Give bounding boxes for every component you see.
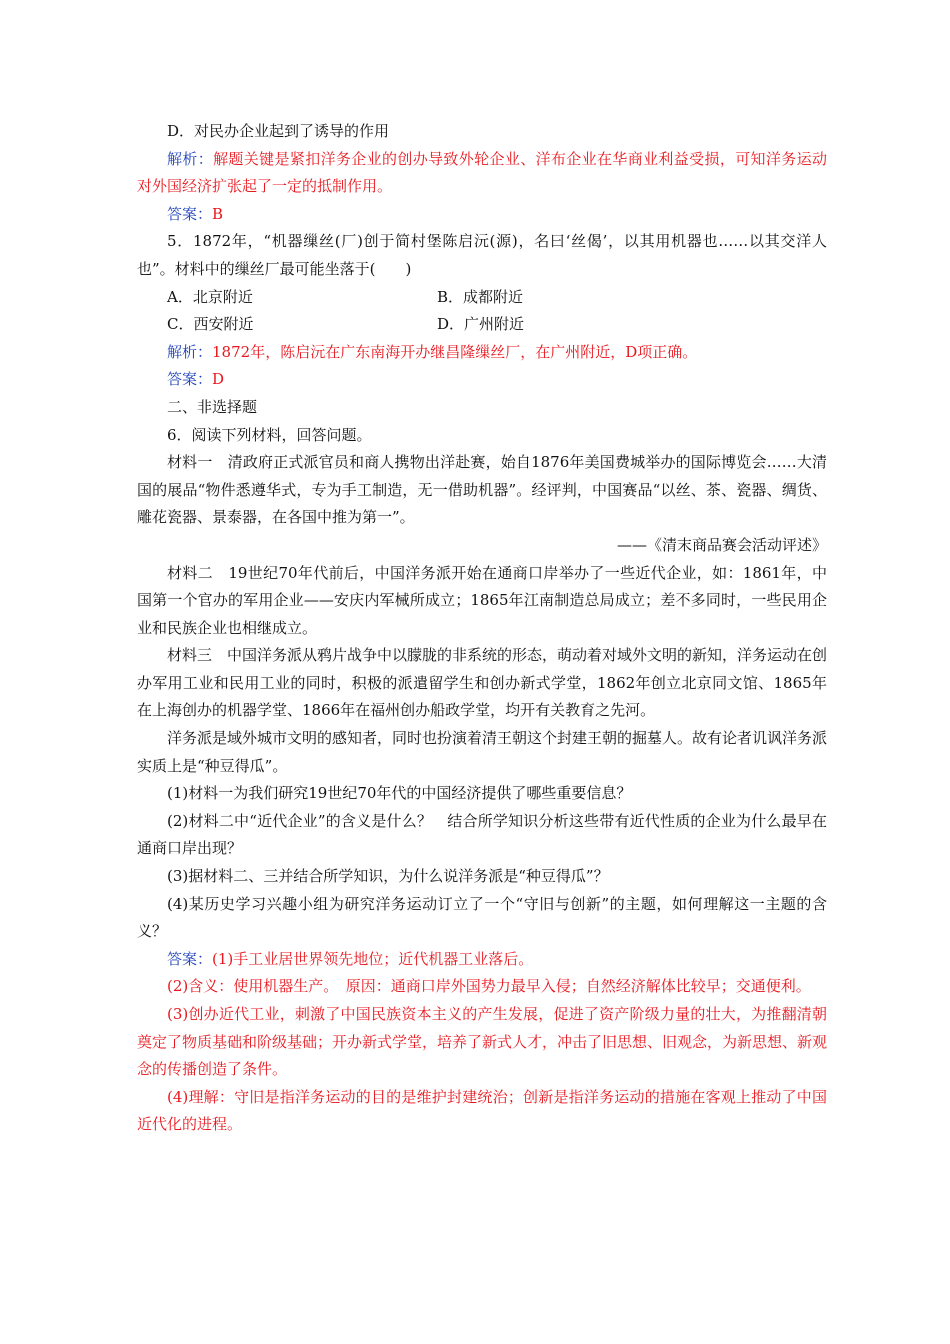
analysis-label: 解析： <box>167 342 213 361</box>
document-page <box>137 118 827 1139</box>
q6-sub-question-3: (3)据材料二、三并结合所学知识，为什么说洋务派是“种豆得瓜”？ <box>167 867 609 886</box>
q5-stem: 5．1872年，“机器缫丝(厂)创于简村堡陈启沅(源)，名曰‘丝偈’，以其用机器也……以其交洋人也”。材料中的缫丝厂最可能坐落于( ) <box>137 232 827 278</box>
q5-options-row-1 <box>137 284 827 312</box>
q6-answer-2: (2)含义：使用机器生产。 原因：通商口岸外国势力最早入侵；自然经济解体比较早；交通便利。 <box>167 977 811 996</box>
q5-options-row-2 <box>137 311 827 339</box>
q6-material-1: 材料一 清政府正式派官员和商人携物出洋赴赛，始自1876年美国费城举办的国际博览会……大清国的展品“物件悉遵华式，专为手工制造，无一借助机器”。经评判，中国赛品“以丝、茶、瓷器、绸货、雕花瓷器、景泰器，在各国中推为第一”。 <box>137 453 827 527</box>
section-title: 二、非选择题 <box>167 397 258 416</box>
q6-sub-question-2: (2)材料二中“近代企业”的含义是什么？ 结合所学知识分析这些带有近代性质的企业为什么最早在通商口岸出现？ <box>137 811 827 858</box>
q6-sub-question-1: (1)材料一为我们研究19世纪70年代的中国经济提供了哪些重要信息？ <box>167 784 632 803</box>
q4-option-d: D．对民办企业起到了诱导的作用 <box>167 122 390 140</box>
answer-text: B <box>212 204 224 223</box>
q4-analysis <box>137 146 827 201</box>
q5-option-c: C．西安附近 <box>167 315 254 334</box>
analysis-label: 解析： <box>167 149 214 168</box>
q6-sub-question-4: (4)某历史学习兴趣小组为研究洋务运动订立了一个“守旧与创新”的主题，如何理解这一主题的含义？ <box>137 894 827 941</box>
analysis-text: 解题关键是紧扣洋务企业的创办导致外轮企业、洋布企业在华商业利益受损，可知洋务运动对外国经济扩张起了一定的抵制作用。 <box>137 149 827 196</box>
answer-text: D <box>212 370 225 389</box>
q5-option-b: B．成都附近 <box>437 287 524 306</box>
q6-material-2: 材料二 19世纪70年代前后，中国洋务派开始在通商口岸举办了一些近代企业，如：1861年，中国第一个官办的军用企业——安庆内军械所成立；1865年江南制造总局成立；差不多同时，一些民用企业和民族企业也相继成立。 <box>137 563 827 637</box>
q6-answer-1 <box>137 946 827 974</box>
q6-material-1-source: ——《清末商品赛会活动评述》 <box>616 535 827 554</box>
q5-option-a: A．北京附近 <box>167 287 253 306</box>
answer-label: 答案： <box>167 370 213 389</box>
q6-answer-4: (4)理解：守旧是指洋务运动的目的是维护封建统治；创新是指洋务运动的措施在客观上推动了中国近代化的进程。 <box>137 1087 827 1134</box>
analysis-text: 1872年，陈启沅在广东南海开办继昌隆缫丝厂，在广州附近，D项正确。 <box>212 342 698 361</box>
q4-answer <box>137 201 827 229</box>
q5-analysis <box>137 339 827 367</box>
q5-option-d: D．广州附近 <box>437 315 525 334</box>
answer-label: 答案： <box>167 204 213 223</box>
q6-answer-3: (3)创办近代工业，刺激了中国民族资本主义的产生发展，促进了资产阶级力量的壮大，为推翻清朝奠定了物质基础和阶级基础；开办新式学堂，培养了新式人才，冲击了旧思想、旧观念，为新思想、新观念的传播创造了条件。 <box>137 1005 828 1079</box>
answer-label: 答案： <box>167 949 213 968</box>
q5-answer <box>137 366 827 394</box>
answer-text: (1)手工业居世界领先地位；近代机器工业落后。 <box>212 949 534 968</box>
q6-stem: 6．阅读下列材料，回答问题。 <box>167 425 372 444</box>
q6-material-3-cont: 洋务派是域外城市文明的感知者，同时也扮演着清王朝这个封建王朝的掘墓人。故有论者讥讽洋务派实质上是“种豆得瓜”。 <box>137 729 828 775</box>
q6-material-3: 材料三 中国洋务派从鸦片战争中以朦胧的非系统的形态，萌动着对域外文明的新知，洋务运动在创办军用工业和民用工业的同时，积极的派遣留学生和创办新式学堂，1862年创立北京同文馆、1865年在上海创办的机器学堂、1866年在福州创办船政学堂，均开有关教育之先河。 <box>137 646 828 720</box>
